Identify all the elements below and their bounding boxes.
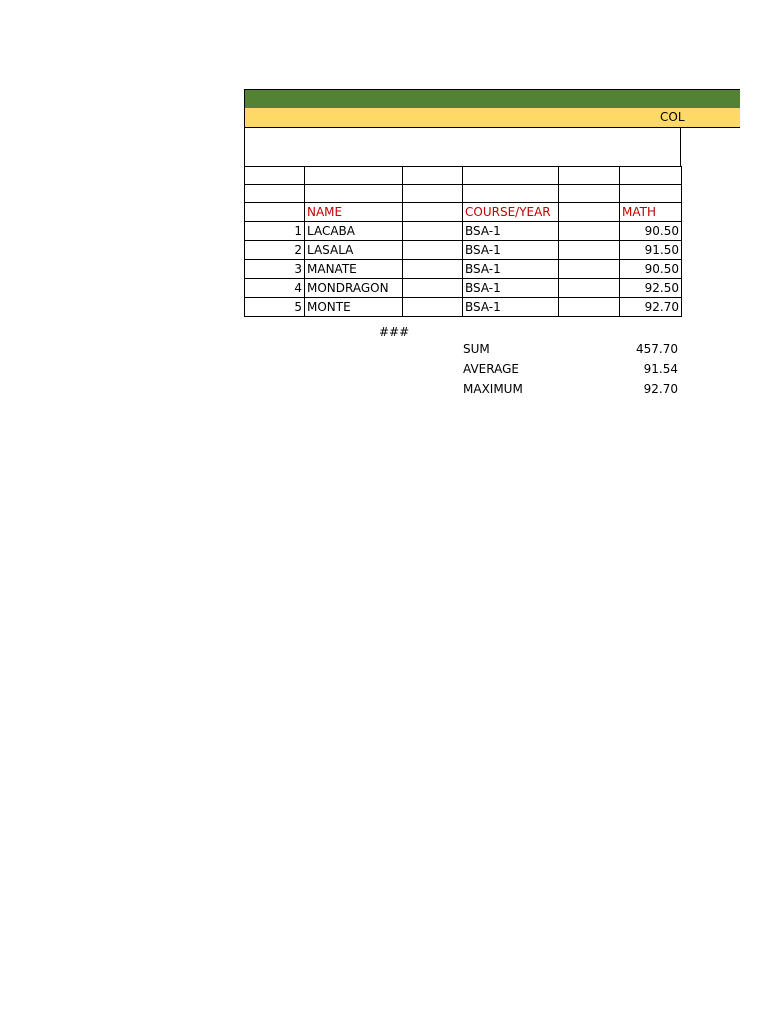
math-grade: 91.50 [620, 241, 682, 260]
row-number: 1 [245, 222, 305, 241]
math-grade: 90.50 [620, 260, 682, 279]
student-name: MONDRAGON [305, 279, 403, 298]
table-cell [559, 260, 620, 279]
table-cell [559, 167, 620, 185]
row-number: 2 [245, 241, 305, 260]
table-row [245, 241, 682, 260]
table-cell [559, 241, 620, 260]
grades-table [244, 166, 682, 317]
table-cell [620, 167, 682, 185]
course-year: BSA-1 [463, 298, 559, 317]
table-cell [403, 167, 463, 185]
row-number: 3 [245, 260, 305, 279]
table-row [245, 298, 682, 317]
course-year: BSA-1 [463, 260, 559, 279]
table-cell [403, 260, 463, 279]
student-name: MANATE [305, 260, 403, 279]
table-cell [559, 279, 620, 298]
overflow-marker: ### [379, 325, 410, 339]
table-cell [403, 203, 463, 222]
column-header-course: COURSE/YEAR [463, 203, 559, 222]
student-name: MONTE [305, 298, 403, 317]
table-cell [403, 279, 463, 298]
table-cell [463, 167, 559, 185]
summary-label-sum: SUM [463, 342, 490, 356]
row-number: 4 [245, 279, 305, 298]
student-name: LASALA [305, 241, 403, 260]
student-name: LACABA [305, 222, 403, 241]
table-cell [403, 241, 463, 260]
math-grade: 90.50 [620, 222, 682, 241]
table-cell [559, 185, 620, 203]
table-row [245, 279, 682, 298]
course-year: BSA-1 [463, 279, 559, 298]
table-cell [305, 185, 403, 203]
summary-label-average: AVERAGE [463, 362, 519, 376]
blank-header-area [244, 128, 681, 167]
summary-value-maximum: 92.70 [643, 382, 678, 396]
title-band [244, 89, 740, 108]
table-cell [559, 298, 620, 317]
column-header-name: NAME [305, 203, 403, 222]
table-cell [245, 203, 305, 222]
summary-value-average: 91.54 [643, 362, 678, 376]
column-header-math: MATH [620, 203, 682, 222]
table-header-row [245, 203, 682, 222]
table-cell [620, 185, 682, 203]
summary-label-maximum: MAXIMUM [463, 382, 523, 396]
table-cell [305, 167, 403, 185]
table-row [245, 222, 682, 241]
table-cell [403, 222, 463, 241]
table-cell [403, 298, 463, 317]
table-cell [403, 185, 463, 203]
math-grade: 92.70 [620, 298, 682, 317]
table-row-empty [245, 167, 682, 185]
subtitle-band-text: COL [660, 110, 685, 124]
table-cell [559, 203, 620, 222]
table-cell [559, 222, 620, 241]
subtitle-band [244, 108, 740, 128]
row-number: 5 [245, 298, 305, 317]
table-cell [245, 185, 305, 203]
math-grade: 92.50 [620, 279, 682, 298]
table-cell [245, 167, 305, 185]
summary-value-sum: 457.70 [636, 342, 678, 356]
course-year: BSA-1 [463, 222, 559, 241]
table-row-empty [245, 185, 682, 203]
table-cell [463, 185, 559, 203]
course-year: BSA-1 [463, 241, 559, 260]
table-row [245, 260, 682, 279]
